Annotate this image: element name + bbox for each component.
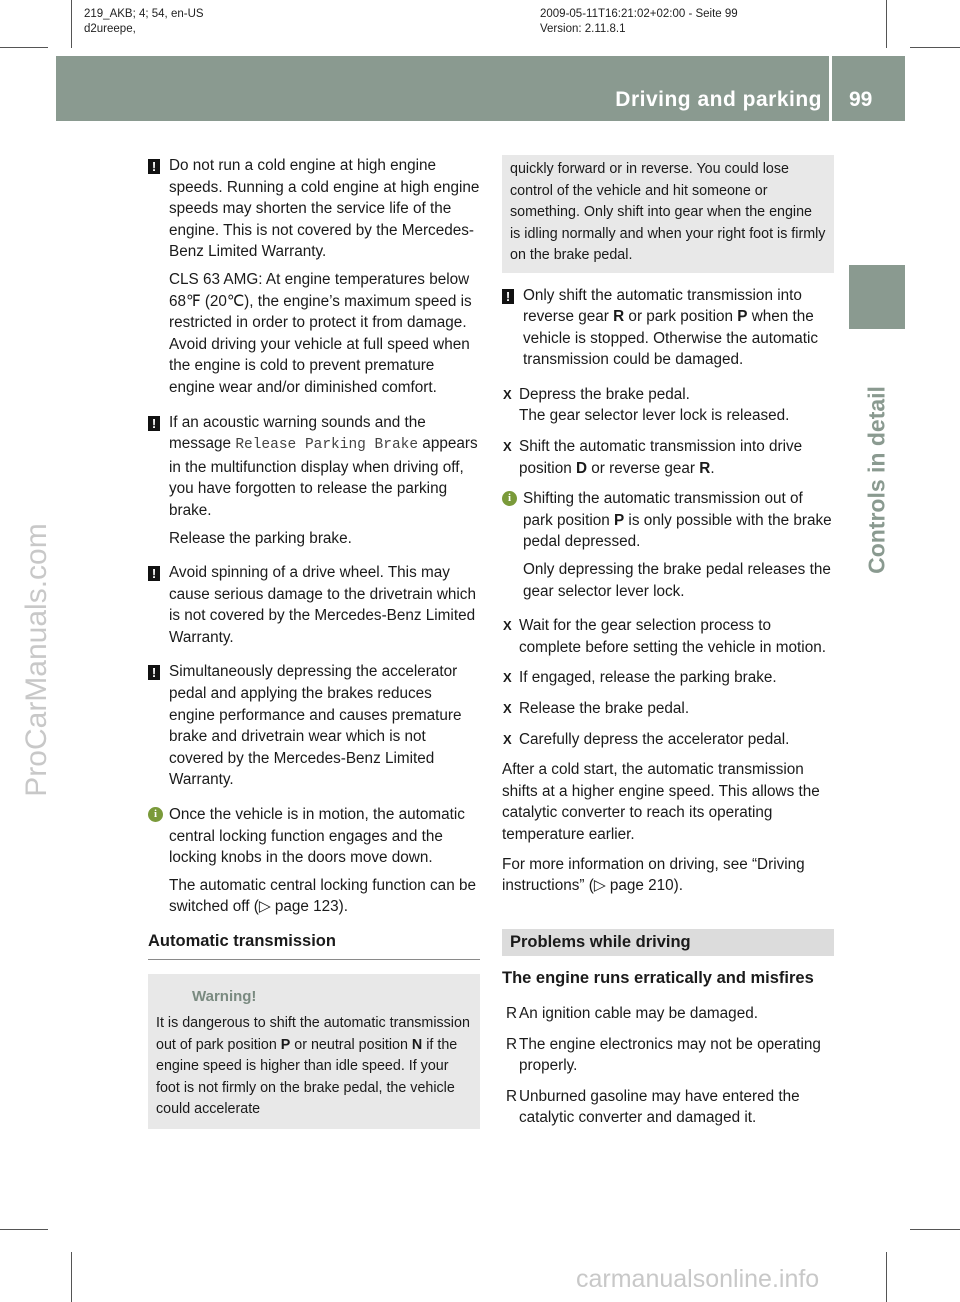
side-tab-marker: [849, 265, 905, 329]
step-marker-icon: X: [503, 731, 512, 747]
crop-mark: [886, 0, 887, 48]
side-tab-label: Controls in detail: [863, 386, 890, 574]
print-meta-line: d2ureepe,: [84, 23, 136, 35]
warning-box-continued: quickly forward or in reverse. You could lose control of the vehicle and hit someone or something. Only shift into gear when the engine is idling normally and when your right foot is firmly on the brake pedal.: [502, 155, 834, 273]
caution-note: [148, 412, 480, 550]
bullet-marker-icon: R: [506, 1087, 518, 1105]
print-meta-left: [84, 7, 204, 37]
instruction-step: X Shift the automatic transmission into drive position D or reverse gear R.: [503, 438, 803, 477]
page-ref-arrow-icon: ▷: [593, 877, 606, 895]
exclamation-icon: !: [148, 665, 160, 680]
page-title: Driving and parking: [615, 88, 822, 111]
list-item: R Unburned gasoline may have entered the catalytic converter and damaged it.: [506, 1087, 800, 1127]
body-paragraph: For more information on driving, see “Driving instructions” (▷ page 210).: [502, 855, 805, 895]
bullet-marker-icon: R: [506, 1035, 518, 1053]
print-meta-line: Version: 2.11.8.1: [540, 23, 626, 35]
section-heading: Automatic transmission: [148, 931, 480, 960]
note-text: Simultaneously depressing the accelerator pedal and applying the brakes reduces engine performance and causes premature brake and drivetrain wear which is not covered by the Mercedes-Benz Limited Warranty.: [169, 663, 462, 789]
section-heading-shaded: Problems while driving: [502, 929, 834, 957]
caution-note: [502, 285, 834, 371]
display-message: Release Parking Brake: [235, 437, 419, 454]
step-marker-icon: X: [503, 386, 512, 402]
crop-mark: [910, 1229, 960, 1230]
list-item: R The engine electronics may not be operating properly.: [506, 1035, 821, 1075]
caution-note: [148, 661, 480, 791]
crop-mark: [0, 47, 48, 48]
crop-mark: [910, 47, 960, 48]
note-text: If an acoustic warning sounds and the message Release Parking Brake appears in the multifunction display when driving off, you have forgotten to release the parking brake.: [169, 413, 478, 519]
instruction-step: X Release the brake pedal.: [502, 698, 834, 720]
caution-note: [148, 562, 480, 648]
print-meta-right: [540, 7, 738, 37]
exclamation-icon: !: [148, 416, 160, 431]
subsection-heading: The engine runs erratically and misfires: [502, 969, 814, 988]
left-column: [148, 155, 480, 1129]
crop-mark: [0, 1229, 48, 1230]
watermark-footer: carmanualsonline.info: [576, 1265, 820, 1293]
watermark-vertical: ProCarManuals.com: [20, 523, 53, 797]
instruction-step: X Wait for the gear selection process to complete before setting the vehicle in motion.: [503, 617, 826, 656]
note-text: Avoid spinning of a drive wheel. This may cause serious damage to the drivetrain which is not covered by the Mercedes-Benz Limited Warranty.: [169, 564, 476, 646]
instruction-step: X Carefully depress the accelerator pedal.: [502, 729, 834, 751]
step-marker-icon: X: [503, 670, 512, 686]
exclamation-icon: !: [148, 566, 160, 581]
crop-mark: [71, 0, 72, 48]
bullet-marker-icon: R: [506, 1004, 518, 1022]
note-text: Release the parking brake.: [169, 529, 352, 547]
page-number: 99: [849, 88, 873, 111]
list-item: R An ignition cable may be damaged.: [502, 1003, 834, 1025]
note-text: The automatic central locking function can be switched off (▷ page 123).: [169, 876, 476, 916]
caution-note: [148, 155, 480, 399]
note-text: Only shift the automatic transmission into reverse gear R or park position P when the vehicle is stopped. Otherwise the automatic transmission could be damaged.: [523, 286, 819, 369]
note-text: Shifting the automatic transmission out of park position P is only possible with the brake pedal depressed.: [523, 490, 832, 551]
exclamation-icon: !: [148, 159, 160, 174]
note-text: Once the vehicle is in motion, the automatic central locking function engages and the locking knobs in the doors move down.: [169, 806, 465, 867]
warning-text: It is dangerous to shift the automatic transmission out of park position P or neutral position N if the engine speed is higher than idle speed. If your foot is not firmly on the brake pedal, the vehicle could accelerate: [156, 1015, 470, 1118]
instruction-step: X Depress the brake pedal. The gear selector lever lock is released.: [503, 385, 790, 425]
step-marker-icon: X: [503, 618, 512, 634]
note-text: Do not run a cold engine at high engine speeds. Running a cold engine at high engine speeds may shorten the service life of the engine. This is not covered by the Mercedes-Benz Limited Warranty.: [169, 157, 480, 261]
crop-mark: [886, 1252, 887, 1302]
info-note: [148, 804, 480, 918]
header-separator: [829, 56, 832, 121]
instruction-step: X If engaged, release the parking brake.: [502, 667, 834, 689]
print-meta-line: 2009-05-11T16:21:02+02:00 - Seite 99: [540, 8, 738, 20]
right-column: [502, 155, 834, 1138]
print-meta-line: 219_AKB; 4; 54, en-US: [84, 8, 204, 20]
exclamation-icon: !: [502, 289, 514, 304]
info-icon: i: [502, 491, 517, 506]
page-ref-arrow-icon: ▷: [258, 898, 271, 916]
info-note: [502, 488, 834, 602]
body-paragraph: After a cold start, the automatic transmission shifts at a higher engine speed. This allows the catalytic converter to reach its operating temperature earlier.: [502, 761, 820, 843]
step-marker-icon: X: [503, 439, 512, 455]
warning-box: [148, 974, 480, 1129]
note-text: CLS 63 AMG: At engine temperatures below 68℉ (20℃), the engine’s maximum speed is restricted in order to protect it from damage. Avoid driving your vehicle at full speed when the engine is cold to prevent premature engine wear and/or diminished comfort.: [169, 270, 472, 396]
info-icon: i: [148, 807, 163, 822]
note-text: Only depressing the brake pedal releases the gear selector lever lock.: [523, 561, 831, 600]
warning-title: Warning!: [172, 986, 472, 1008]
crop-mark: [71, 1252, 72, 1302]
step-marker-icon: X: [503, 701, 512, 716]
